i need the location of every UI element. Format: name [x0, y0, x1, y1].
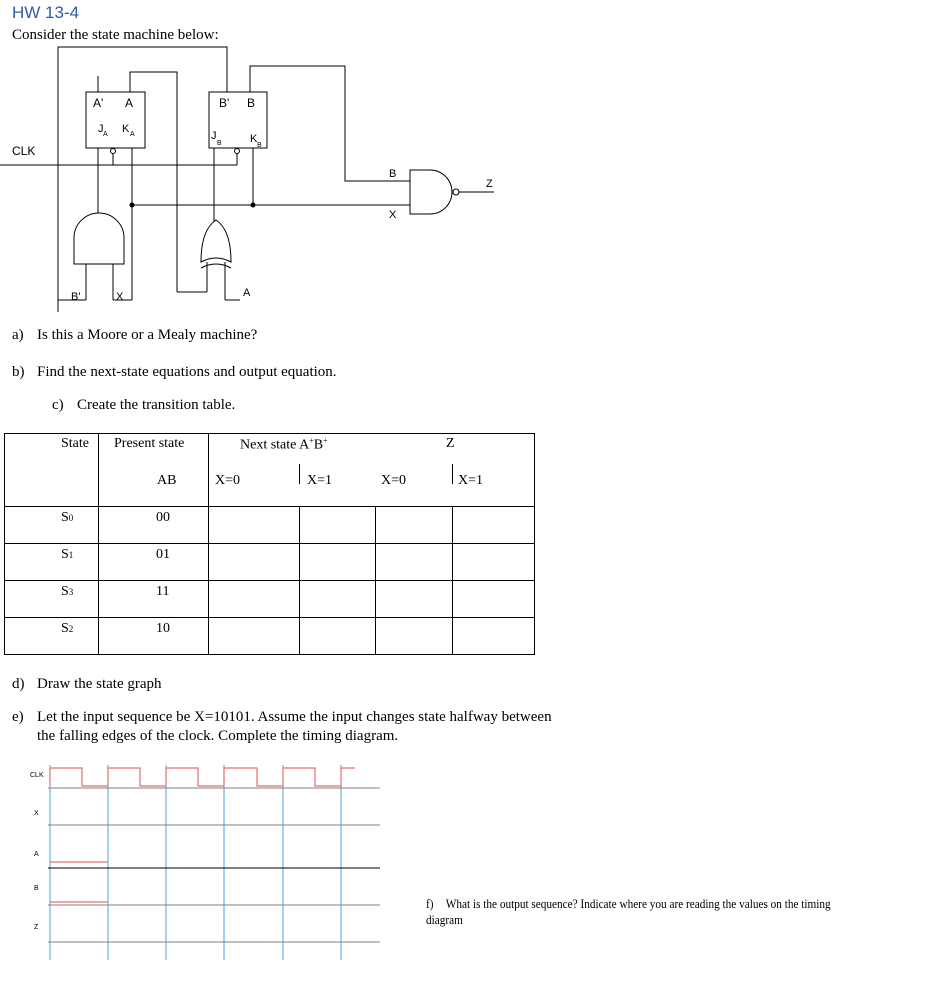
next-x1-cell[interactable]: [299, 507, 375, 544]
signal-label-z: Z: [34, 924, 39, 931]
header-state-cell: [5, 434, 99, 507]
question-b-text: Find the next-state equations and output equation.: [37, 364, 337, 380]
question-a-text: Is this a Moore or a Mealy machine?: [37, 327, 258, 343]
ff-b-q: B: [247, 96, 256, 110]
state-cell: [5, 544, 99, 581]
present-cell: [99, 618, 209, 655]
question-f: [426, 896, 858, 928]
header-next-sup-a: +: [309, 436, 314, 445]
header-out-x1-cell: [446, 434, 535, 507]
clk-label: CLK: [12, 144, 36, 158]
present-value: 00: [156, 510, 170, 525]
state-subscript: 3: [68, 587, 74, 597]
transition-table: [4, 433, 535, 655]
ff-b-k-sub: B: [257, 142, 262, 149]
z-x0-cell[interactable]: [375, 544, 452, 581]
state-letter: S: [61, 547, 69, 562]
present-cell: [99, 581, 209, 618]
question-b: [12, 364, 337, 381]
table-row: [5, 618, 535, 655]
z-x0-cell[interactable]: [375, 581, 452, 618]
nand-input-b: B: [389, 168, 397, 180]
question-e-line1: Let the input sequence be X=10101. Assume the input changes state halfway between: [37, 709, 552, 725]
ff-a-k-sub: A: [130, 131, 135, 138]
state-name: [61, 621, 73, 637]
signal-label-a: A: [34, 851, 39, 858]
subheader-out-x0: X=0: [381, 473, 407, 488]
xor-input-a: A: [243, 287, 251, 299]
z-x1-cell[interactable]: [452, 581, 535, 618]
table-row: [5, 507, 535, 544]
question-e-label: e): [12, 709, 24, 725]
ff-a-j: J: [98, 123, 104, 135]
header-out-x0-cell: [375, 434, 452, 507]
subheader-next-x1: X=1: [307, 473, 333, 488]
question-d: [12, 676, 162, 693]
state-subscript: 1: [68, 550, 74, 560]
timing-diagram: [0, 760, 400, 984]
clock-waveform: [50, 768, 108, 786]
state-cell: [5, 581, 99, 618]
subheader-ab: AB: [157, 473, 177, 488]
state-subscript: 0: [68, 513, 74, 523]
state-letter: S: [61, 584, 69, 599]
subheader-next-x0: X=0: [215, 473, 241, 488]
clock-waveform: [224, 768, 283, 786]
question-a: [12, 327, 257, 344]
clock-waveform: [166, 768, 224, 786]
state-machine-circuit: [0, 45, 520, 315]
ff-b-qbar: B': [219, 96, 230, 110]
clock-waveform: [108, 768, 166, 786]
signal-label-x: X: [34, 810, 39, 817]
present-cell: [99, 507, 209, 544]
intro-text: Consider the state machine below:: [12, 27, 219, 43]
question-c-text: Create the transition table.: [77, 397, 236, 413]
header-present-cell: [99, 434, 209, 507]
table-row: [5, 581, 535, 618]
and-input-x: X: [116, 291, 124, 303]
ff-a-q: A: [125, 96, 134, 110]
ff-a-j-sub: A: [103, 131, 108, 138]
header-present-state: Present state: [114, 436, 185, 451]
next-x0-cell[interactable]: [209, 581, 300, 618]
header-state: State: [61, 436, 89, 451]
ff-a-k: K: [122, 123, 130, 135]
question-d-label: d): [12, 676, 25, 692]
ff-b-k: K: [250, 133, 258, 145]
signal-label-b: B: [34, 885, 39, 892]
next-x1-cell[interactable]: [299, 544, 375, 581]
header-next-x1-cell: [299, 434, 375, 507]
question-c: [52, 397, 235, 414]
question-a-label: a): [12, 327, 24, 343]
question-c-label: c): [52, 397, 64, 413]
state-name: [61, 584, 73, 600]
z-x1-cell[interactable]: [452, 618, 535, 655]
signal-label-clk: CLK: [30, 772, 44, 779]
subheader-out-x1: X=1: [458, 473, 484, 488]
question-d-text: Draw the state graph: [37, 676, 162, 692]
z-x1-cell[interactable]: [452, 544, 535, 581]
state-letter: S: [61, 621, 69, 636]
z-x1-cell[interactable]: [452, 507, 535, 544]
and-input-bbar: B': [71, 291, 81, 303]
state-name: [61, 510, 73, 526]
present-cell: [99, 544, 209, 581]
present-value: 01: [156, 547, 170, 562]
header-next-sup-b: +: [323, 436, 328, 445]
question-f-label: f): [426, 897, 434, 911]
ff-b-j-sub: B: [217, 140, 222, 147]
state-subscript: 2: [68, 624, 74, 634]
next-x0-cell[interactable]: [209, 544, 300, 581]
state-name: [61, 547, 73, 563]
ff-a-qbar: A': [93, 96, 104, 110]
nand-input-x: X: [389, 209, 397, 221]
clock-waveform: [283, 768, 355, 786]
page-title: HW 13-4: [12, 3, 80, 22]
header-next-state-text: Next state A: [240, 437, 310, 453]
question-e-line2: the falling edges of the clock. Complete the timing diagram.: [37, 728, 399, 744]
question-e: [12, 708, 552, 746]
next-x1-cell[interactable]: [299, 581, 375, 618]
z-x0-cell[interactable]: [375, 507, 452, 544]
state-cell: [5, 618, 99, 655]
header-next-b: B: [313, 437, 324, 453]
output-z: Z: [486, 178, 493, 190]
next-x0-cell[interactable]: [209, 618, 300, 655]
present-value: 11: [156, 584, 170, 599]
question-f-text: What is the output sequence? Indicate where you are reading the values on the timing diagram: [426, 897, 831, 927]
state-letter: S: [61, 510, 69, 525]
ff-b-j: J: [211, 130, 217, 142]
header-z: Z: [446, 436, 455, 451]
z-x0-cell[interactable]: [375, 618, 452, 655]
table-row: [5, 544, 535, 581]
next-x0-cell[interactable]: [209, 507, 300, 544]
present-value: 10: [156, 621, 170, 636]
state-cell: [5, 507, 99, 544]
question-b-label: b): [12, 364, 25, 380]
next-x1-cell[interactable]: [299, 618, 375, 655]
